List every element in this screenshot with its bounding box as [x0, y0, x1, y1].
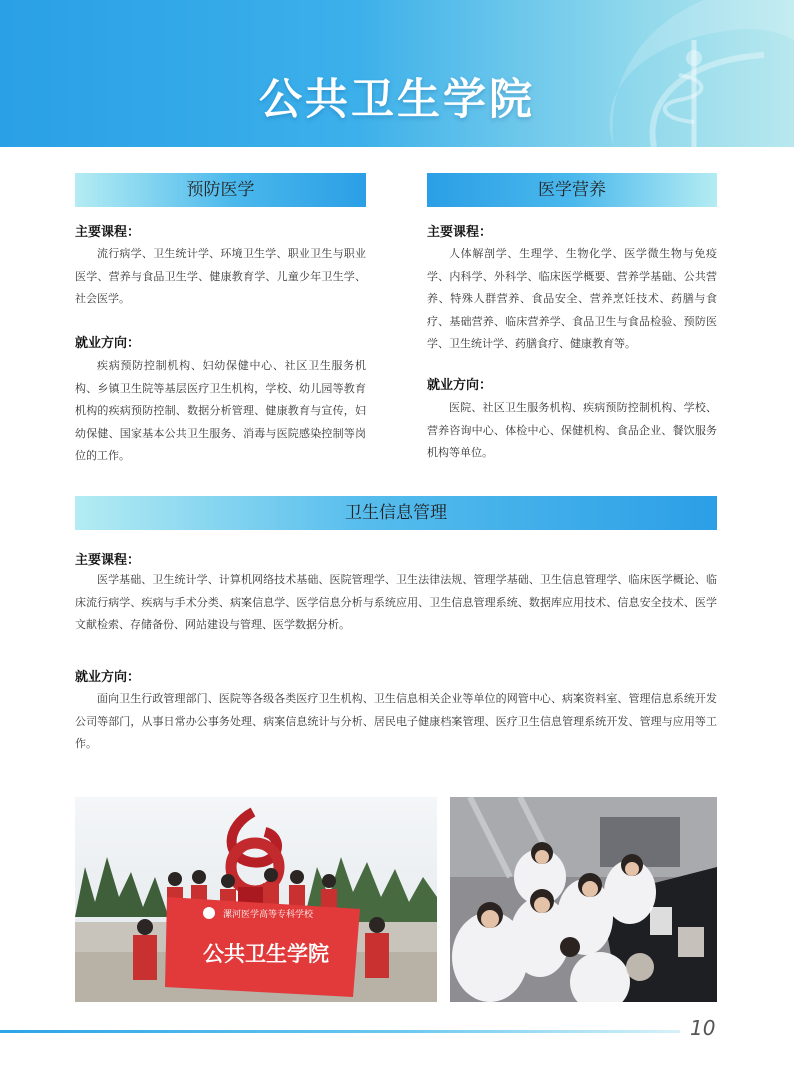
section-banner-preventive: 预防医学	[75, 173, 366, 207]
career-heading-nutrition: 就业方向：	[427, 378, 493, 393]
section-banner-nutrition: 医学营养	[427, 173, 717, 207]
page-title: 公共卫生学院	[259, 75, 535, 125]
career-heading-informatics: 就业方向：	[75, 670, 141, 685]
photo-lab-students	[450, 797, 717, 1002]
footer-divider	[0, 1030, 680, 1033]
banner-college-name: 公共卫生学院	[203, 941, 329, 966]
lab-photo-illustration	[450, 797, 717, 1002]
career-text-nutrition: 医院、社区卫生服务机构、疾病预防控制机构、学校、营养咨询中心、体检中心、保健机构、食品企业、餐饮服务机构等单位。	[427, 401, 717, 459]
career-text-informatics: 面向卫生行政管理部门、医院等各级各类医疗卫生机构、卫生信息相关企业等单位的网管中心、病案资料室、管理信息系统开发公司等部门，从事日常办公事务处理、病案信息统计与分析、居民电子健康档案管理、医疗卫生信息管理系统开发、管理与应用等工作。	[75, 692, 717, 750]
courses-text-preventive: 流行病学、卫生统计学、环境卫生学、职业卫生与职业医学、营养与食品卫生学、健康教育学、儿童少年卫生学、社会医学。	[75, 247, 366, 305]
photo-group-outdoor	[75, 797, 437, 1002]
banner-school-name: 漯河医学高等专科学校	[223, 910, 314, 920]
career-heading-preventive: 就业方向：	[75, 336, 141, 351]
courses-heading-preventive: 主要课程：	[75, 225, 141, 240]
group-photo-illustration	[75, 797, 437, 1002]
section-banner-informatics: 卫生信息管理	[75, 496, 717, 530]
courses-heading-nutrition: 主要课程：	[427, 225, 493, 240]
page-header	[0, 0, 794, 147]
courses-text-nutrition: 人体解剖学、生理学、生物化学、医学微生物与免疫学、内科学、外科学、临床医学概要、营养学基础、公共营养、特殊人群营养、食品安全、营养烹饪技术、药膳与食疗、基础营养、临床营养学、食品卫生与食品检验、预防医学、卫生统计学、药膳食疗、健康教育等。	[427, 247, 717, 350]
courses-text-informatics: 医学基础、卫生统计学、计算机网络技术基础、医院管理学、卫生法律法规、管理学基础、卫生信息管理学、临床医学概论、临床流行病学、疾病与手术分类、病案信息学、医学信息分析与系统应用、卫生信息管理系统、数据库应用技术、信息安全技术、医学文献检索、存储备份、网站建设与管理、医学数据分析。	[75, 573, 717, 631]
courses-heading-informatics: 主要课程：	[75, 553, 141, 568]
career-text-preventive: 疾病预防控制机构、妇幼保健中心、社区卫生服务机构、乡镇卫生院等基层医疗卫生机构，学校、幼儿园等教育机构的疾病预防控制、数据分析管理、健康教育与宣传，妇幼保健、国家基本公共卫生服务、消毒与医院感染控制等岗位的工作。	[75, 359, 366, 462]
page-number: 10	[690, 1016, 716, 1040]
